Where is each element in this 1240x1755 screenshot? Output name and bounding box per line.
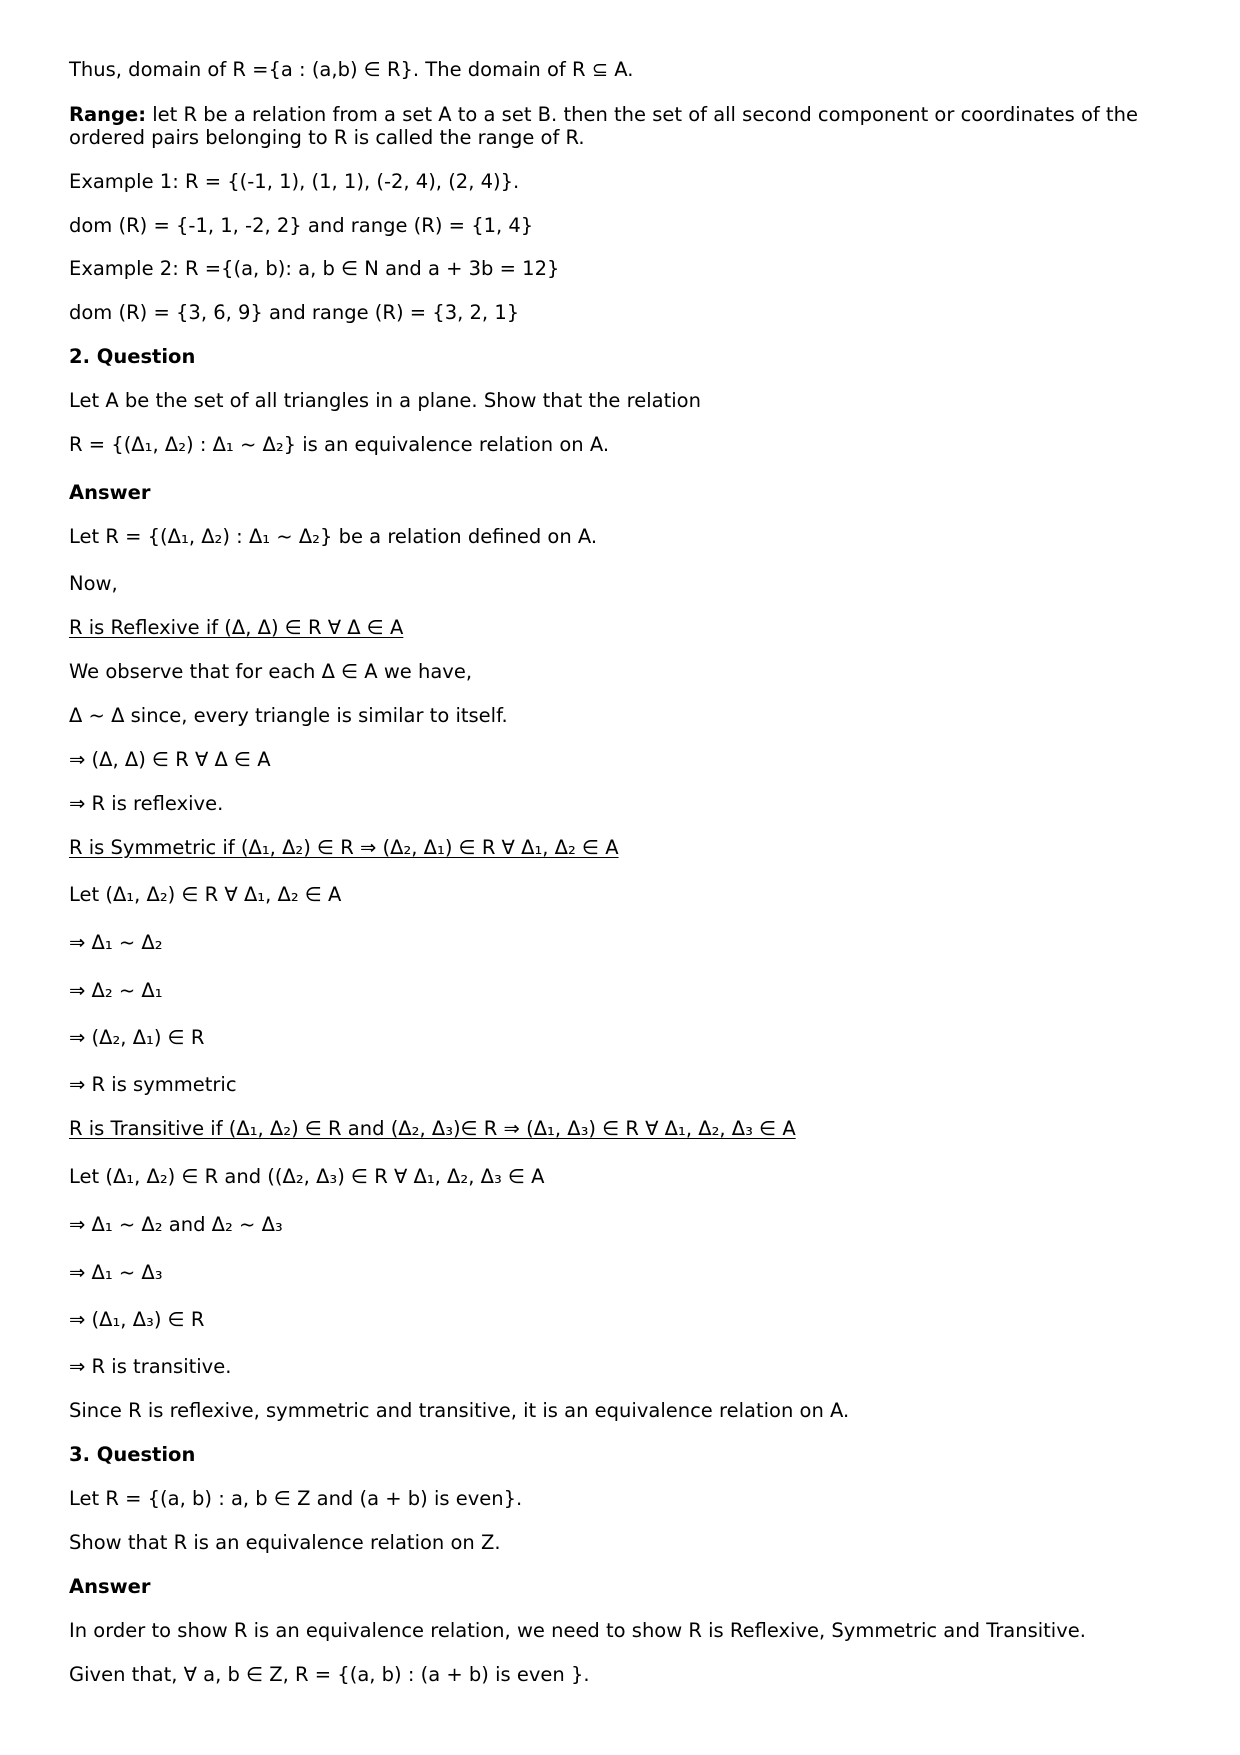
symmetric-condition: R is Symmetric if (Δ₁, Δ₂) ∈ R ⇒ (Δ₂, Δ₁) ∈ R ∀ Δ₁, Δ₂ ∈ A xyxy=(69,836,619,859)
example-2: Example 2: R ={(a, b): a, b ∈ N and a + 3b = 12} xyxy=(69,257,560,280)
question-3-relation: Let R = {(a, b) : a, b ∈ Z and (a + b) is even}. xyxy=(69,1487,523,1510)
symmetric-let: Let (Δ₁, Δ₂) ∈ R ∀ Δ₁, Δ₂ ∈ A xyxy=(69,883,342,906)
range-term: Range: xyxy=(69,103,147,126)
example-2-result: dom (R) = {3, 6, 9} and range (R) = {3, 2, 1} xyxy=(69,301,520,324)
symmetric-step-3: ⇒ (Δ₂, Δ₁) ∈ R xyxy=(69,1026,205,1049)
question-2-relation: R = {(Δ₁, Δ₂) : Δ₁ ~ Δ₂} is an equivalence relation on A. xyxy=(69,433,610,456)
reflexive-implies: ⇒ (Δ, Δ) ∈ R ∀ Δ ∈ A xyxy=(69,748,271,771)
reflexive-conclusion: ⇒ R is reflexive. xyxy=(69,792,224,815)
symmetric-step-2: ⇒ Δ₂ ~ Δ₁ xyxy=(69,979,163,1002)
reflexive-similar: Δ ~ Δ since, every triangle is similar to itself. xyxy=(69,704,508,727)
transitive-step-2: ⇒ Δ₁ ~ Δ₃ xyxy=(69,1261,163,1284)
transitive-step-3: ⇒ (Δ₁, Δ₃) ∈ R xyxy=(69,1308,205,1331)
answer-2-intro: In order to show R is an equivalence relation, we need to show R is Reflexive, Symmetric and Transitive. xyxy=(69,1619,1086,1642)
transitive-step-1: ⇒ Δ₁ ~ Δ₂ and Δ₂ ~ Δ₃ xyxy=(69,1213,283,1236)
answer-1-heading: Answer xyxy=(69,481,151,504)
reflexive-observe: We observe that for each Δ ∈ A we have, xyxy=(69,660,473,683)
transitive-conclusion: ⇒ R is transitive. xyxy=(69,1355,232,1378)
example-1: Example 1: R = {(-1, 1), (1, 1), (-2, 4), (2, 4)}. xyxy=(69,170,520,193)
answer-1-now: Now, xyxy=(69,572,118,595)
answer-2-given: Given that, ∀ a, b ∈ Z, R = {(a, b) : (a + b) is even }. xyxy=(69,1663,590,1686)
range-definition xyxy=(69,103,1179,149)
answer-1-intro: Let R = {(Δ₁, Δ₂) : Δ₁ ~ Δ₂} be a relation defined on A. xyxy=(69,525,598,548)
example-1-result: dom (R) = {-1, 1, -2, 2} and range (R) = {1, 4} xyxy=(69,214,534,237)
domain-line: Thus, domain of R ={a : (a,b) ∈ R}. The domain of R ⊆ A. xyxy=(69,58,634,81)
symmetric-step-1: ⇒ Δ₁ ~ Δ₂ xyxy=(69,931,163,954)
answer-2-heading: Answer xyxy=(69,1575,151,1598)
question-3-heading: 3. Question xyxy=(69,1443,196,1466)
transitive-let: Let (Δ₁, Δ₂) ∈ R and ((Δ₂, Δ₃) ∈ R ∀ Δ₁, Δ₂, Δ₃ ∈ A xyxy=(69,1165,545,1188)
equivalence-conclusion: Since R is reflexive, symmetric and transitive, it is an equivalence relation on A. xyxy=(69,1399,850,1422)
range-text: let R be a relation from a set A to a set B. then the set of all second component or coordinates of the ordered pairs belonging to R is called the range of R. xyxy=(69,103,1138,149)
question-3-text: Show that R is an equivalence relation on Z. xyxy=(69,1531,501,1554)
symmetric-conclusion: ⇒ R is symmetric xyxy=(69,1073,237,1096)
transitive-condition: R is Transitive if (Δ₁, Δ₂) ∈ R and (Δ₂, Δ₃)∈ R ⇒ (Δ₁, Δ₃) ∈ R ∀ Δ₁, Δ₂, Δ₃ ∈ A xyxy=(69,1117,796,1140)
reflexive-condition: R is Reflexive if (Δ, Δ) ∈ R ∀ Δ ∈ A xyxy=(69,616,404,639)
question-2-heading: 2. Question xyxy=(69,345,196,368)
question-2-text: Let A be the set of all triangles in a plane. Show that the relation xyxy=(69,389,701,412)
